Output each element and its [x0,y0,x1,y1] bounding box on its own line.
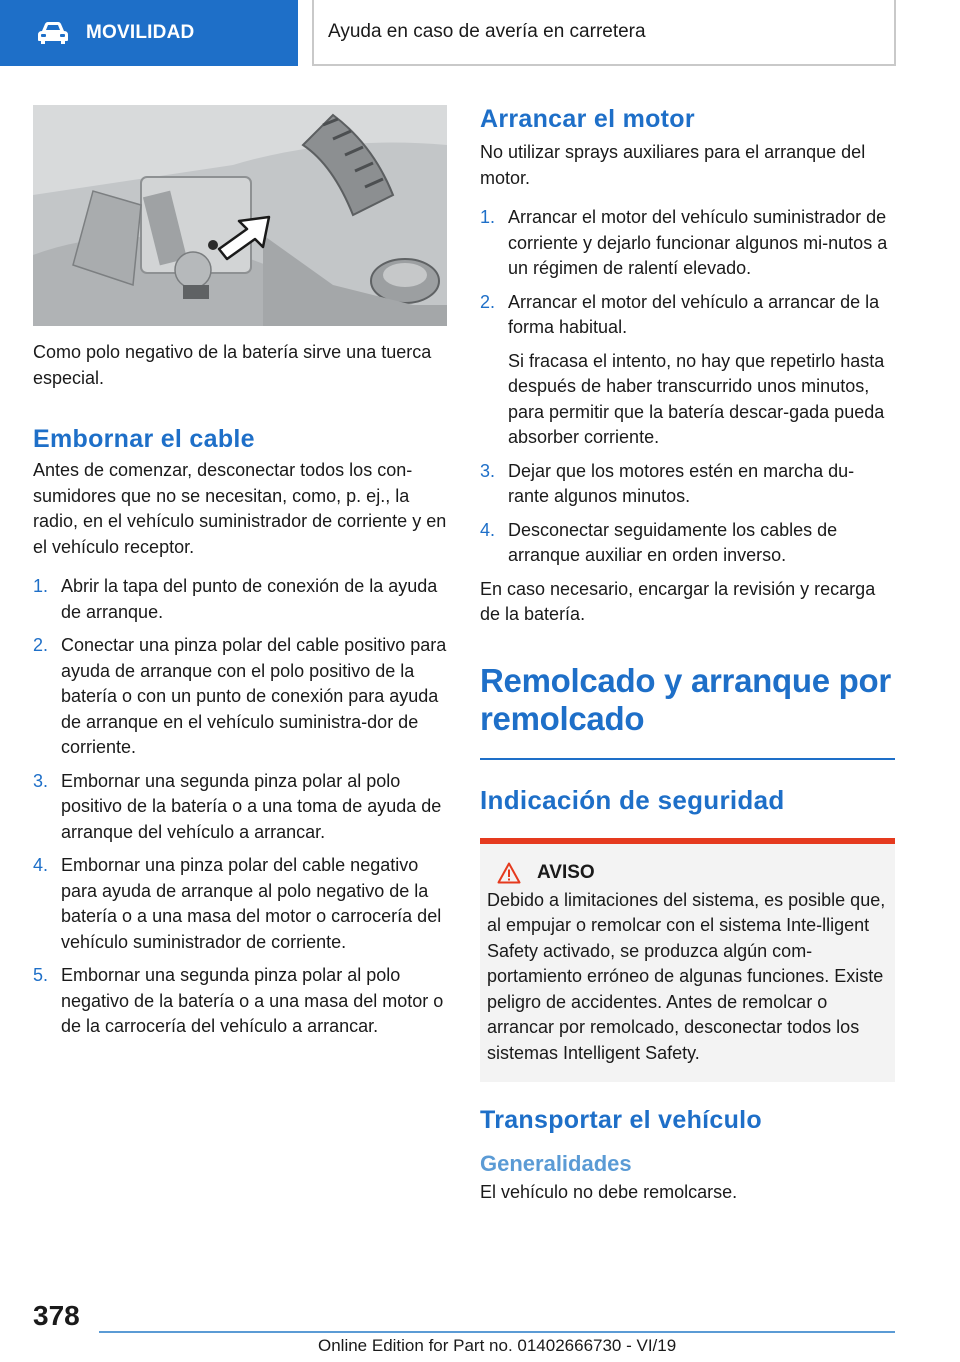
step-text: Embornar una segunda pinza polar al polo negativo de la batería o a una masa del motor o de la carrocería del vehículo a arrancar. [61,965,444,1036]
heading-seguridad: Indicación de seguridad [480,784,785,815]
section-label: MOVILIDAD [86,22,195,43]
step-number: 1. [33,576,49,596]
list-item [480,205,895,282]
arrancar-steps [480,205,895,569]
chapter-title-box [312,0,896,66]
step-number: 4. [33,855,49,875]
step-number: 3. [33,770,49,791]
heading-transportar: Transportar el vehículo [480,1106,762,1134]
step-text: Arrancar el motor del vehículo a arrancar de la forma habitual. [508,291,880,337]
step-number: 5. [33,965,49,985]
heading-remolcado: Remolcado y arranque por remolcado [480,661,891,737]
list-item [480,459,895,510]
step-text: Conectar una pinza polar del cable positivo para ayuda de arranque con el polo positivo de la batería o con un punto de conexión para ayuda de arranque en el vehículo suministra-dor de corriente. [61,635,447,757]
step-number: 1. [480,207,496,227]
page-number: 378 [33,1300,80,1331]
warning-text: Debido a limitaciones del sistema, es posible que, al empujar o remolcar con el sistema Inte-lligent Safety activado, se produzca algún com-portamiento erróneo de algunas funciones. Existe peligro de accidentes. Antes de remolcar o arrancar por remolcado, desconectar todos los sistemas Intelligent Safety. [487,889,886,1063]
figure-caption: Como polo negativo de la batería sirve una tuerca especial. [33,342,432,388]
step-text: Desconectar seguidamente los cables de arranque auxiliar en orden inverso. [508,519,838,565]
warning-header [487,862,887,884]
step-text-group [508,290,895,451]
footer-divider [99,1331,895,1333]
general-text: El vehículo no debe remolcarse. [480,1182,738,1202]
list-item [33,633,447,761]
warning-triangle-icon [497,862,521,884]
heading-generalidades: Generalidades [480,1151,632,1176]
list-item [480,518,895,569]
engine-bay-illustration [33,105,447,326]
step-number: 4. [480,519,496,540]
right-column [480,103,895,1206]
section-tab[interactable] [0,0,298,66]
car-icon [36,21,70,45]
warning-label: AVISO [537,861,595,883]
list-item [480,290,895,451]
list-item [33,769,447,846]
step-number: 2. [480,291,496,312]
left-column [33,105,447,1040]
step-text: Embornar una segunda pinza polar al polo positivo de la batería o a una toma de ayuda de arranque del vehículo a arrancar. [61,770,442,842]
edition-info: Online Edition for Part no. 01402666730 - VI/19 [318,1336,677,1355]
heading-embornar: Embornar el cable [33,425,255,453]
page-header [0,0,960,66]
list-item [33,963,447,1040]
step-text: Abrir la tapa del punto de conexión de la ayuda de arranque. [61,576,438,622]
chapter-title: Ayuda en caso de avería en carretera [328,21,646,42]
section-divider [480,758,895,760]
step-number: 3. [480,460,496,481]
embornar-steps [33,574,447,1040]
arrancar-outro: En caso necesario, encargar la revisión y recarga de la batería. [480,578,876,624]
warning-box [480,838,895,1083]
step-text: Embornar una pinza polar del cable negativo para ayuda de arranque al polo negativo de la batería o a una masa del motor o carrocería del vehículo suministrador de corriente. [61,855,442,952]
step-text: Arrancar el motor del vehículo suministrador de corriente y dejarlo funcionar algunos mi-nutos a un régimen de ralentí elevado. [508,207,888,278]
list-item [33,853,447,955]
step-number: 2. [33,635,49,655]
step-subtext: Si fracasa el intento, no hay que repetirlo hasta después de haber transcurrido unos minutos, para permitir que la batería descar-gada pueda absorber corriente. [508,350,885,447]
arrancar-intro: No utilizar sprays auxiliares para el arranque del motor. [480,142,866,188]
step-text: Dejar que los motores estén en marcha du-rante algunos minutos. [508,460,855,506]
embornar-intro: Antes de comenzar, desconectar todos los con-sumidores que no se necesitan, como, p. ej., la radio, en el vehículo suministrador de corriente y en el vehículo receptor. [33,460,447,557]
heading-arrancar: Arrancar el motor [480,105,695,133]
list-item [33,574,447,625]
